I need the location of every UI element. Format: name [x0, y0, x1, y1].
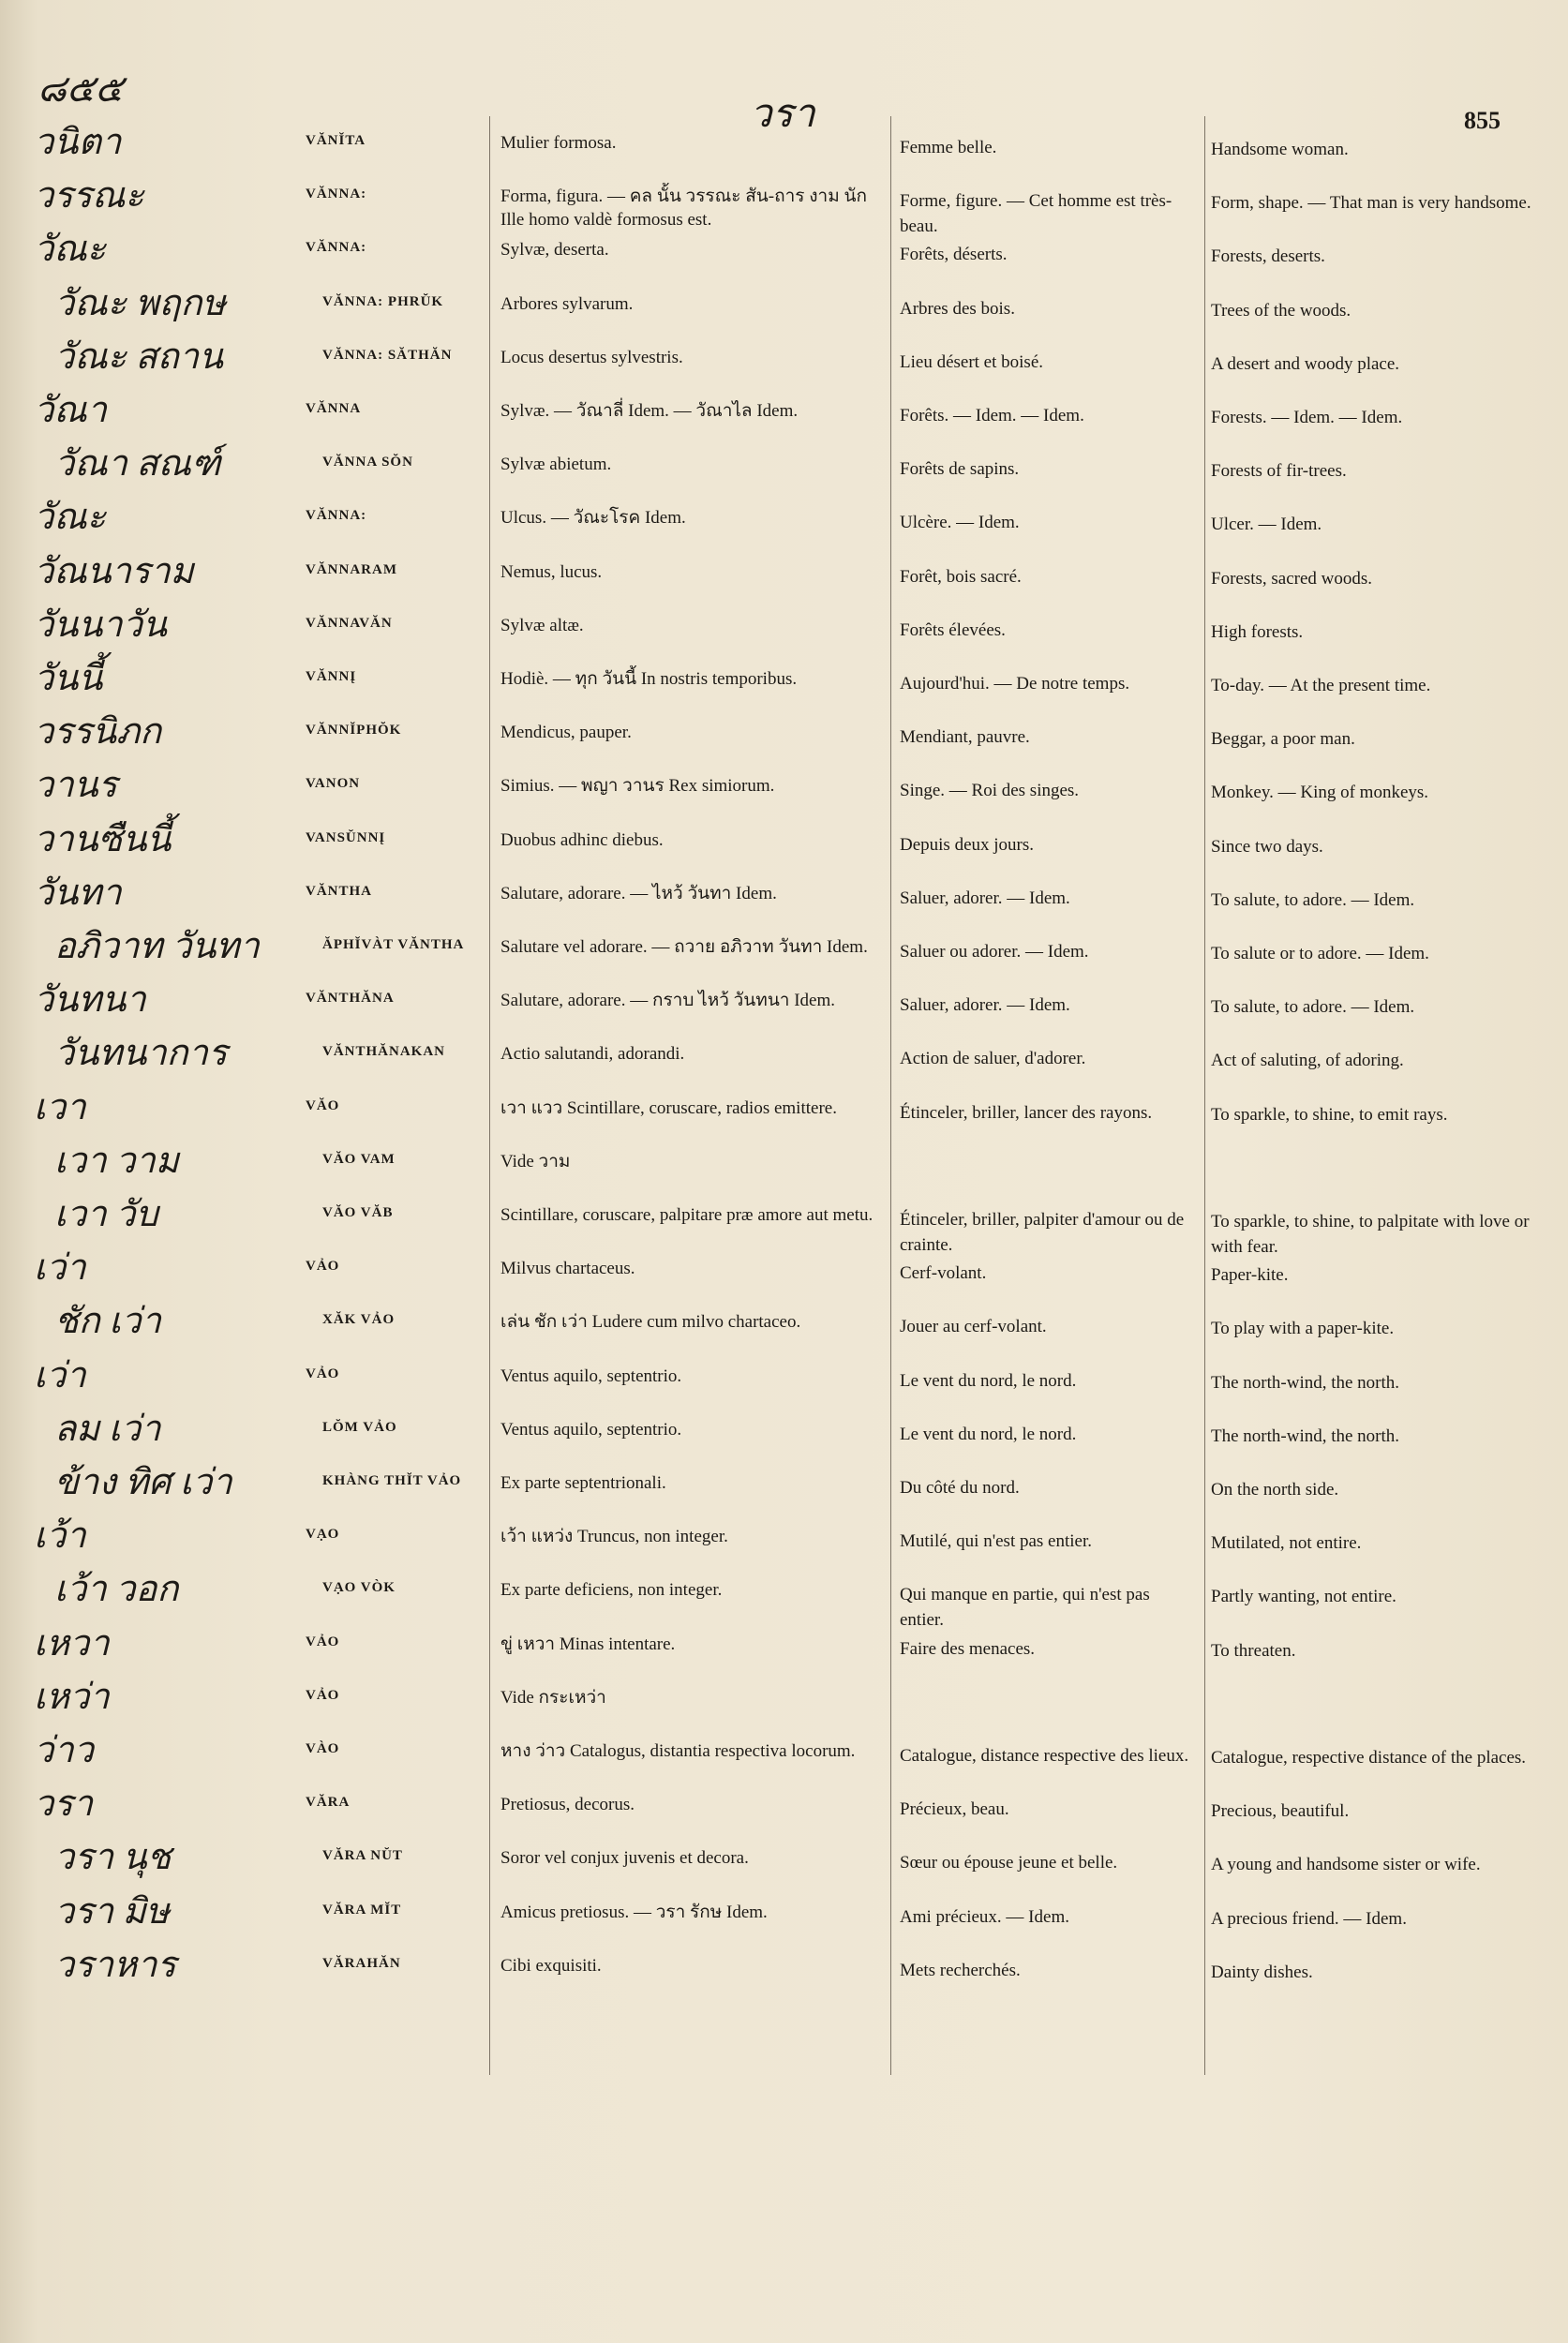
entry-french: Mutilé, qui n'est pas entier. — [900, 1531, 1093, 1551]
entry-headword: วานซืนนี้ — [34, 820, 172, 859]
entry-romanization: VĂNNĬPHŎK — [306, 723, 402, 738]
entry-latin: Ex parte septentrionali. — [500, 1473, 666, 1493]
entry-headword: วันนาวัน — [34, 605, 167, 645]
entry-english: The north-wind, the north. — [1211, 1426, 1400, 1446]
dictionary-entry — [0, 173, 1568, 236]
dictionary-entry — [0, 1567, 1568, 1630]
entry-headword: วันทา — [34, 873, 122, 913]
entry-latin: Sylvæ altæ. — [500, 616, 584, 635]
entry-headword: วัณะ สถาน — [54, 337, 224, 377]
entry-latin: Nemus, lucus. — [500, 562, 603, 582]
entry-headword: ข้าง ทิศ เว่า — [54, 1463, 232, 1502]
entry-french: Sœur ou épouse jeune et belle. — [900, 1853, 1118, 1873]
entry-french: Forêt, bois sacré. — [900, 567, 1022, 587]
entry-latin: Soror vel conjux juvenis et decora. — [500, 1848, 749, 1868]
dictionary-entry — [0, 1407, 1568, 1461]
entry-english: To salute or to adore. — Idem. — [1211, 944, 1429, 963]
dictionary-entry — [0, 495, 1568, 549]
entry-romanization: VĂO — [306, 1098, 340, 1113]
dictionary-entry — [0, 120, 1568, 174]
entry-headword: วัณา สณฑ์ — [54, 444, 221, 484]
dictionary-entry — [0, 1031, 1568, 1085]
entry-romanization: ĂPHĬVÀT VĂNTHA — [322, 937, 465, 952]
entry-french: Qui manque en partie, qui n'est pas entier. — [900, 1585, 1150, 1630]
entry-romanization: VẠO VÒK — [322, 1580, 396, 1595]
entry-latin: Simius. — พญา วานร Rex simiorum. — [500, 776, 775, 796]
dictionary-entry — [0, 1835, 1568, 1889]
entry-romanization: VẢO — [306, 1259, 340, 1274]
thai-page-number: ๘๕๕ — [37, 67, 124, 110]
dictionary-entry — [0, 335, 1568, 389]
entry-headword: ชัก เว่า — [54, 1302, 161, 1341]
entry-romanization: VĂNNA — [306, 401, 362, 416]
entry-english: Trees of the woods. — [1211, 301, 1351, 321]
entry-headword: วัณะ พฤกษ — [54, 284, 226, 323]
entry-latin: Ulcus. — วัณะโรค Idem. — [500, 508, 686, 528]
entry-romanization: VĂNNA: PHRŬK — [322, 294, 444, 309]
entry-headword: เว้า วอก — [54, 1570, 179, 1609]
entry-french: Saluer ou adorer. — Idem. — [900, 942, 1089, 962]
entry-romanization: VẠO — [306, 1527, 340, 1542]
entry-headword: วันนี้ — [34, 659, 103, 698]
entry-english: Forests of fir-trees. — [1211, 461, 1347, 481]
entry-english: Precious, beautiful. — [1211, 1801, 1350, 1821]
entry-french: Du côté du nord. — [900, 1478, 1020, 1498]
entry-french: Depuis deux jours. — [900, 835, 1035, 855]
entry-english: Act of saluting, of adoring. — [1211, 1051, 1404, 1070]
entry-romanization: VANON — [306, 776, 361, 791]
entry-english: Catalogue, respective distance of the places. — [1211, 1748, 1527, 1768]
entry-headword: ว่าว — [34, 1731, 95, 1770]
entry-english: Dainty dishes. — [1211, 1962, 1313, 1982]
entry-latin: Mulier formosa. — [500, 133, 617, 153]
entry-english: Since two days. — [1211, 837, 1323, 857]
entry-headword: วรา — [34, 1784, 94, 1824]
entry-french: Cerf-volant. — [900, 1263, 987, 1283]
entry-headword: เวา วาม — [54, 1142, 179, 1181]
entry-latin: Forma, figura. — คล นั้น วรรณะ สัน-ถาร งาม นัก Ille homo valdè formosus est. — [500, 187, 867, 230]
entry-romanization: VẢO — [306, 1688, 340, 1703]
entry-english: Paper-kite. — [1211, 1265, 1289, 1285]
entry-english: To play with a paper-kite. — [1211, 1319, 1395, 1338]
entry-english: Forests. — Idem. — Idem. — [1211, 408, 1403, 427]
dictionary-entry — [0, 924, 1568, 978]
entry-french: Étinceler, briller, lancer des rayons. — [900, 1103, 1153, 1123]
entry-latin: Salutare, adorare. — กราบ ไหว้ วันทนา Idem. — [500, 991, 836, 1010]
dictionary-entry — [0, 1675, 1568, 1729]
entry-romanization: VĂNNA: — [306, 187, 367, 201]
entry-french: Lieu désert et boisé. — [900, 352, 1044, 372]
dictionary-entry — [0, 871, 1568, 925]
entry-english: Monkey. — King of monkeys. — [1211, 783, 1429, 802]
entry-english: Forests, deserts. — [1211, 246, 1325, 266]
entry-romanization: VĂNNARAM — [306, 562, 397, 577]
entry-english: Mutilated, not entire. — [1211, 1533, 1362, 1553]
entry-english: To salute, to adore. — Idem. — [1211, 890, 1415, 910]
entry-french: Forme, figure. — Cet homme est très-beau. — [900, 191, 1172, 236]
entry-latin: Ventus aquilo, septentrio. — [500, 1420, 682, 1440]
entry-latin: Ex parte deficiens, non integer. — [500, 1580, 723, 1600]
entry-latin: Ventus aquilo, septentrio. — [500, 1366, 682, 1386]
entry-french: Saluer, adorer. — Idem. — [900, 888, 1070, 908]
entry-headword: วัณนาราม — [34, 552, 194, 591]
entry-latin: Duobus adhinc diebus. — [500, 830, 664, 850]
entry-french: Mets recherchés. — [900, 1961, 1021, 1980]
entry-latin: หาง ว่าว Catalogus, distantia respectiva locorum. — [500, 1741, 856, 1761]
dictionary-entry — [0, 656, 1568, 710]
entry-latin: เวา แวว Scintillare, coruscare, radios emittere. — [500, 1098, 837, 1118]
entry-english: Form, shape. — That man is very handsome. — [1211, 193, 1531, 213]
entry-headword: วัณา — [34, 391, 107, 430]
entry-english: A precious friend. — Idem. — [1211, 1909, 1407, 1929]
entry-romanization: VĂNNAVĂN — [306, 616, 393, 631]
entry-romanization: VĂNNA SŎN — [322, 455, 413, 470]
entry-headword: อภิวาท วันทา — [54, 927, 260, 966]
entry-french: Forêts, déserts. — [900, 245, 1008, 264]
entry-romanization: VĂRA NŬT — [322, 1848, 403, 1863]
entry-french: Action de saluer, d'adorer. — [900, 1049, 1086, 1068]
entry-headword: เว่า — [34, 1248, 86, 1288]
dictionary-entry — [0, 709, 1568, 764]
entry-french: Femme belle. — [900, 138, 997, 157]
dictionary-entry — [0, 1246, 1568, 1300]
entry-english: To sparkle, to shine, to emit rays. — [1211, 1105, 1448, 1125]
entry-english: A desert and woody place. — [1211, 354, 1400, 374]
entry-french: Étinceler, briller, palpiter d'amour ou de crainte. — [900, 1210, 1185, 1255]
dictionary-entry — [0, 1353, 1568, 1408]
entry-headword: วานร — [34, 766, 118, 805]
entry-french: Saluer, adorer. — Idem. — [900, 995, 1070, 1015]
page-number: 855 — [1464, 107, 1501, 134]
entry-french: Forêts élevées. — [900, 620, 1006, 640]
entry-latin: Hodiè. — ทุก วันนี้ In nostris temporibus. — [500, 669, 798, 689]
entry-french: Mendiant, pauvre. — [900, 727, 1030, 747]
entry-french: Le vent du nord, le nord. — [900, 1425, 1077, 1444]
entry-romanization: VĂNĬTA — [306, 133, 366, 148]
dictionary-entry — [0, 1192, 1568, 1257]
entry-latin: เว้า แหว่ง Truncus, non integer. — [500, 1527, 728, 1546]
entry-english: Handsome woman. — [1211, 140, 1349, 159]
entry-english: On the north side. — [1211, 1480, 1339, 1500]
entry-english: To-day. — At the present time. — [1211, 676, 1431, 695]
entry-latin: Sylvæ abietum. — [500, 455, 612, 474]
entry-latin: Scintillare, coruscare, palpitare præ amore aut metu. — [500, 1205, 874, 1225]
entry-headword: วนิตา — [34, 123, 122, 162]
entry-latin: ขู่ เหวา Minas intentare. — [500, 1634, 676, 1654]
entry-english: Forests, sacred woods. — [1211, 569, 1373, 589]
entry-latin: Pretiosus, decorus. — [500, 1795, 635, 1814]
entry-headword: วราหาร — [54, 1946, 176, 1985]
entry-english: A young and handsome sister or wife. — [1211, 1855, 1481, 1874]
entry-headword: วัณะ — [34, 230, 107, 269]
entry-headword: เหวา — [34, 1624, 110, 1664]
dictionary-entry — [0, 1889, 1568, 1944]
entry-latin: Salutare, adorare. — ไหว้ วันทา Idem. — [500, 884, 777, 903]
entry-latin: Sylvæ, deserta. — [500, 240, 609, 260]
entry-french: Jouer au cerf-volant. — [900, 1317, 1047, 1336]
entry-headword: วรรนิภก — [34, 712, 162, 752]
dictionary-entry — [0, 1085, 1568, 1140]
entry-romanization: VĂO VAM — [322, 1152, 396, 1167]
entry-english: The north-wind, the north. — [1211, 1373, 1400, 1393]
entry-headword: เว่า — [34, 1356, 86, 1395]
entry-french: Forêts de sapins. — [900, 459, 1020, 479]
entry-latin: Cibi exquisiti. — [500, 1956, 602, 1976]
entry-romanization: VĂRAHĂN — [322, 1956, 401, 1971]
entry-romanization: VĂRA MĬT — [322, 1903, 402, 1918]
entry-romanization: VĂNNA: — [306, 508, 367, 523]
dictionary-entry — [0, 763, 1568, 817]
entry-romanization: VĂRA — [306, 1795, 351, 1810]
entry-english: Ulcer. — Idem. — [1211, 515, 1322, 534]
entry-headword: เวา — [34, 1088, 86, 1127]
entry-latin: Vide กระเหว่า — [500, 1688, 606, 1708]
entry-romanization: VĂNNA: — [306, 240, 367, 255]
entry-romanization: KHÀNG THĬT VẢO — [322, 1473, 462, 1488]
entry-english: High forests. — [1211, 622, 1304, 642]
entry-headword: วัณะ — [34, 498, 107, 537]
entry-english: To sparkle, to shine, to palpitate with love or with fear. — [1211, 1212, 1530, 1257]
entry-french: Précieux, beau. — [900, 1799, 1009, 1819]
entry-latin: Arbores sylvarum. — [500, 294, 634, 314]
dictionary-entry — [0, 1299, 1568, 1353]
entry-romanization: VĂNNĮ — [306, 669, 357, 684]
entry-latin: Actio salutandi, adorandi. — [500, 1044, 685, 1064]
entry-french: Aujourd'hui. — De notre temps. — [900, 674, 1130, 694]
entry-french: Faire des menaces. — [900, 1639, 1036, 1659]
entry-latin: Sylvæ. — วัณาลี่ Idem. — วัณาไล Idem. — [500, 401, 799, 421]
entry-romanization: VẢO — [306, 1366, 340, 1381]
dictionary-entry — [0, 388, 1568, 442]
dictionary-entry — [0, 549, 1568, 604]
entry-latin: เล่น ชัก เว่า Ludere cum milvo chartaceo. — [500, 1312, 801, 1332]
dictionary-entry — [0, 1139, 1568, 1193]
dictionary-entry — [0, 1782, 1568, 1836]
entry-headword: เวา วับ — [54, 1195, 158, 1234]
entry-english: Beggar, a poor man. — [1211, 729, 1355, 749]
dictionary-entry — [0, 977, 1568, 1032]
dictionary-entry — [0, 1728, 1568, 1783]
entry-romanization: XĂK VẢO — [322, 1312, 396, 1327]
entry-headword: เหว่า — [34, 1678, 110, 1717]
entry-headword: วรา นุช — [54, 1838, 172, 1877]
entry-french: Catalogue, distance respective des lieux. — [900, 1746, 1189, 1766]
entry-headword: วันทนาการ — [54, 1034, 228, 1073]
entry-romanization: VĂNTHĂNAKAN — [322, 1044, 445, 1059]
entry-headword: วรรณะ — [34, 176, 144, 216]
dictionary-entry — [0, 227, 1568, 281]
entry-romanization: VẢO — [306, 1634, 340, 1649]
entry-romanization: VANSŬNNĮ — [306, 830, 386, 845]
entry-english: To threaten. — [1211, 1641, 1296, 1661]
entry-headword: วรา มิษ — [54, 1892, 170, 1932]
entry-latin: Mendicus, pauper. — [500, 723, 632, 742]
entry-french: Singe. — Roi des singes. — [900, 781, 1080, 800]
dictionary-entry — [0, 603, 1568, 657]
entry-romanization: VĂNTHĂNA — [306, 991, 395, 1006]
dictionary-entry — [0, 441, 1568, 496]
entry-romanization: VĂNNA: SĂTHĂN — [322, 348, 453, 363]
entry-french: Le vent du nord, le nord. — [900, 1371, 1077, 1391]
entry-latin: Locus desertus sylvestris. — [500, 348, 683, 367]
entry-french: Forêts. — Idem. — Idem. — [900, 406, 1084, 425]
entry-headword: ลม เว่า — [54, 1410, 161, 1449]
entry-romanization: VĂO VĂB — [322, 1205, 394, 1220]
entry-romanization: LŎM VẢO — [322, 1420, 397, 1435]
dictionary-entry — [0, 1460, 1568, 1515]
dictionary-entry — [0, 1621, 1568, 1676]
entry-french: Ulcère. — Idem. — [900, 513, 1020, 532]
entry-latin: Vide วาม — [500, 1152, 571, 1172]
entry-headword: เว้า — [34, 1516, 86, 1556]
entry-english: Partly wanting, not entire. — [1211, 1587, 1396, 1606]
dictionary-entry — [0, 1943, 1568, 1997]
entry-english: To salute, to adore. — Idem. — [1211, 997, 1415, 1017]
entry-latin: Amicus pretiosus. — วรา รักษ Idem. — [500, 1903, 768, 1922]
entry-french: Arbres des bois. — [900, 299, 1015, 319]
running-head: วรา — [750, 93, 815, 136]
dictionary-entry — [0, 1514, 1568, 1568]
entry-latin: Milvus chartaceus. — [500, 1259, 635, 1278]
entry-headword: วันทนา — [34, 980, 146, 1020]
dictionary-entry — [0, 817, 1568, 872]
entry-latin: Salutare vel adorare. — ถวาย อภิวาท วันทา Idem. — [500, 937, 868, 957]
entry-romanization: VÀO — [306, 1741, 340, 1756]
entry-french: Ami précieux. — Idem. — [900, 1907, 1069, 1927]
entry-romanization: VĂNTHA — [306, 884, 373, 899]
dictionary-entry — [0, 281, 1568, 336]
